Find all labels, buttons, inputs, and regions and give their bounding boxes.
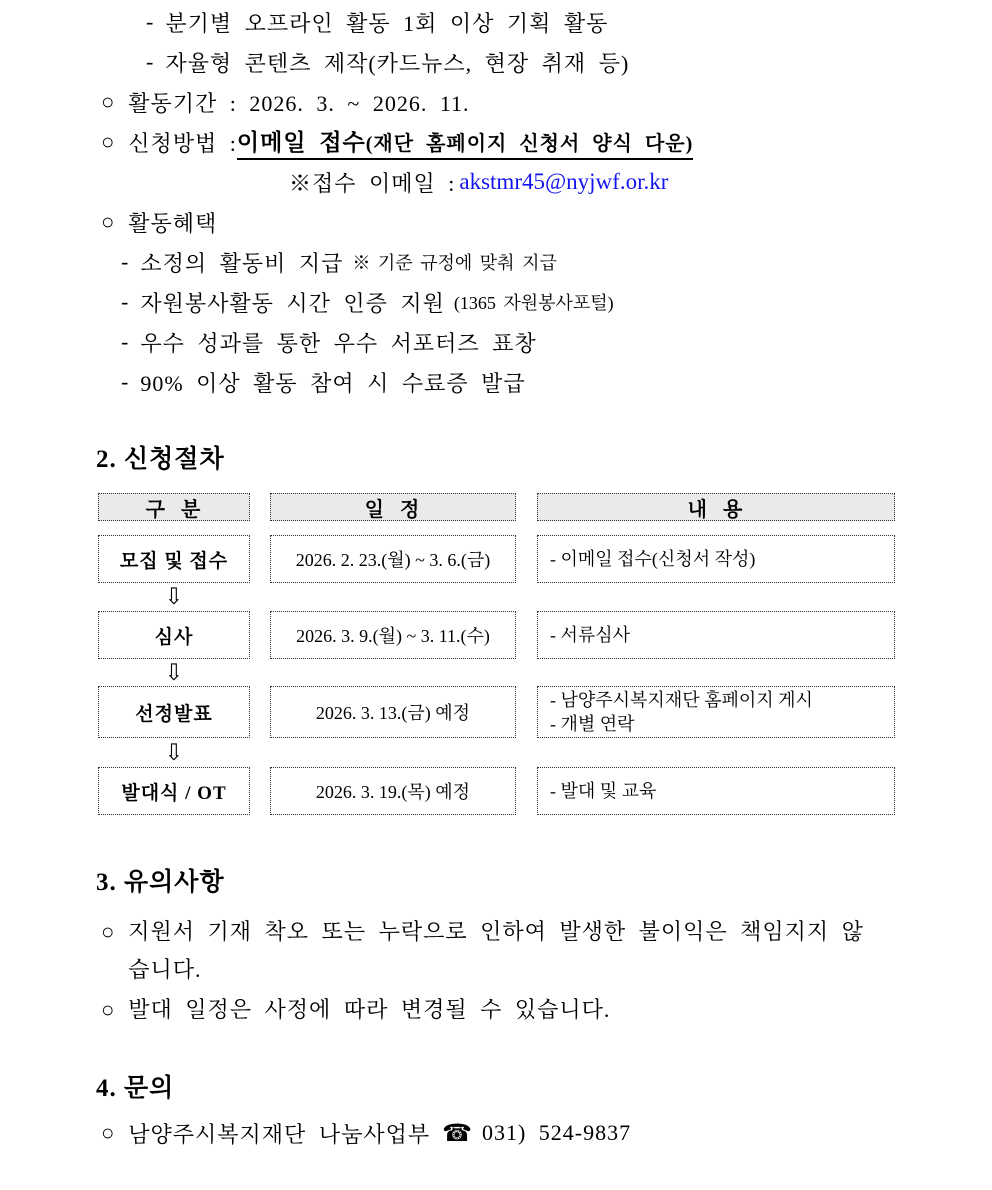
- benefit-item: [0, 282, 992, 322]
- benefit-item: [0, 242, 992, 282]
- activity-period-line: [0, 82, 992, 122]
- row-content-line: - 남양주시복지재단 홈페이지 게시: [550, 690, 813, 710]
- apply-method-line: [0, 122, 992, 162]
- row-content: [537, 686, 895, 738]
- row-schedule: 2026. 3. 19.(목) 예정: [270, 767, 516, 815]
- notice-text: 지원서 기재 착오 또는 누락으로 인하여 발생한 불이익은 책임지지 않습니다.: [128, 919, 864, 982]
- table-row: [98, 767, 992, 815]
- row-content: [537, 767, 895, 815]
- dash-bullet: -: [146, 9, 155, 34]
- circle-bullet: ○: [101, 919, 116, 944]
- circle-bullet: ○: [101, 997, 116, 1022]
- row-schedule: 2026. 2. 23.(월) ~ 3. 6.(금): [270, 535, 516, 583]
- row-content-line: - 이메일 접수(신청서 작성): [550, 549, 756, 569]
- row-category: 선정발표: [98, 686, 250, 738]
- notice-text: 발대 일정은 사정에 따라 변경될 수 있습니다.: [128, 997, 611, 1022]
- benefit-item-text: 우수 성과를 통한 우수 서포터즈 표창: [140, 330, 537, 356]
- email-note-label: ※접수 이메일 :: [289, 170, 456, 196]
- benefit-item-text: 90% 이상 활동 참여 시 수료증 발급: [140, 370, 526, 396]
- header-cell-schedule: 일 정: [270, 493, 516, 521]
- email-note-line: [0, 162, 992, 202]
- benefit-label-text: 활동혜택: [128, 210, 218, 236]
- table-row: [98, 611, 992, 659]
- benefit-item: [0, 322, 992, 362]
- down-arrow-icon: ⇩: [164, 584, 184, 609]
- benefit-item: [0, 362, 992, 402]
- plan-item: [0, 2, 992, 42]
- down-arrow-icon: ⇩: [164, 739, 184, 765]
- inquiry-phone-number: 031) 524-9837: [481, 1120, 632, 1145]
- circle-bullet: ○: [101, 1120, 116, 1145]
- row-category: 모집 및 접수: [98, 535, 250, 583]
- procedure-table: [98, 493, 992, 815]
- row-schedule: 2026. 3. 9.(월) ~ 3. 11.(수): [270, 611, 516, 659]
- notice-item: [0, 913, 992, 989]
- section-heading-inquiry: 4. 문의: [96, 1075, 175, 1102]
- inquiry-org-text: 남양주시복지재단 나눔사업부: [128, 1121, 431, 1147]
- row-content: [537, 611, 895, 659]
- circle-bullet: ○: [101, 89, 116, 114]
- plan-item-text: 분기별 오프라인 활동 1회 이상 기획 활동: [165, 10, 609, 36]
- benefit-item-text: 자원봉사활동 시간 인증 지원: [140, 290, 445, 316]
- dash-bullet: -: [121, 369, 130, 394]
- dash-bullet: -: [146, 49, 155, 74]
- row-category: 발대식 / OT: [98, 767, 250, 815]
- row-content-line: - 서류심사: [550, 625, 631, 645]
- inquiry-line: [0, 1113, 992, 1153]
- table-row: [98, 686, 992, 738]
- circle-bullet: ○: [101, 129, 116, 154]
- flow-arrow: [98, 738, 250, 767]
- dash-bullet: -: [121, 289, 130, 314]
- notice-item: [0, 991, 992, 1029]
- section-heading-procedure: 2. 신청절차: [96, 446, 225, 473]
- apply-method-label: 신청방법 :: [128, 130, 237, 156]
- benefit-label-line: [0, 202, 992, 242]
- activity-period-text: 활동기간 : 2026. 3. ~ 2026. 11.: [128, 90, 470, 116]
- row-content: [537, 535, 895, 583]
- phone-icon: ☎: [442, 1120, 472, 1147]
- down-arrow-icon: ⇩: [164, 659, 184, 685]
- apply-method-main: 이메일 접수: [236, 130, 366, 155]
- procedure-table-header-row: [98, 493, 992, 521]
- benefit-item-text: 소정의 활동비 지급: [140, 250, 344, 276]
- table-row: [98, 535, 992, 583]
- circle-bullet: ○: [101, 209, 116, 234]
- flow-arrow: [98, 659, 250, 686]
- plan-item-text: 자율형 콘텐츠 제작(카드뉴스, 현장 취재 등): [165, 50, 630, 76]
- row-schedule: 2026. 3. 13.(금) 예정: [270, 686, 516, 738]
- header-cell-content: 내 용: [537, 493, 895, 521]
- row-content-line: - 개별 연락: [550, 714, 635, 734]
- apply-method-paren: (재단 홈페이지 신청서 양식 다운): [365, 133, 694, 155]
- flow-arrow: [98, 583, 250, 611]
- row-category: 심사: [98, 611, 250, 659]
- benefit-item-note: (1365 자원봉사포털): [453, 293, 614, 313]
- row-content-line: - 발대 및 교육: [550, 781, 657, 801]
- dash-bullet: -: [121, 329, 130, 354]
- benefit-item-note: ※ 기준 규정에 맞춰 지급: [352, 253, 557, 273]
- plan-item: [0, 42, 992, 82]
- dash-bullet: -: [121, 249, 130, 274]
- apply-method-emphasis: [237, 124, 693, 160]
- notices-list: [0, 913, 992, 1029]
- section-heading-notices: 3. 유의사항: [96, 869, 225, 896]
- email-link[interactable]: akstmr45@nyjwf.or.kr: [459, 169, 669, 194]
- header-cell-category: 구 분: [98, 493, 250, 521]
